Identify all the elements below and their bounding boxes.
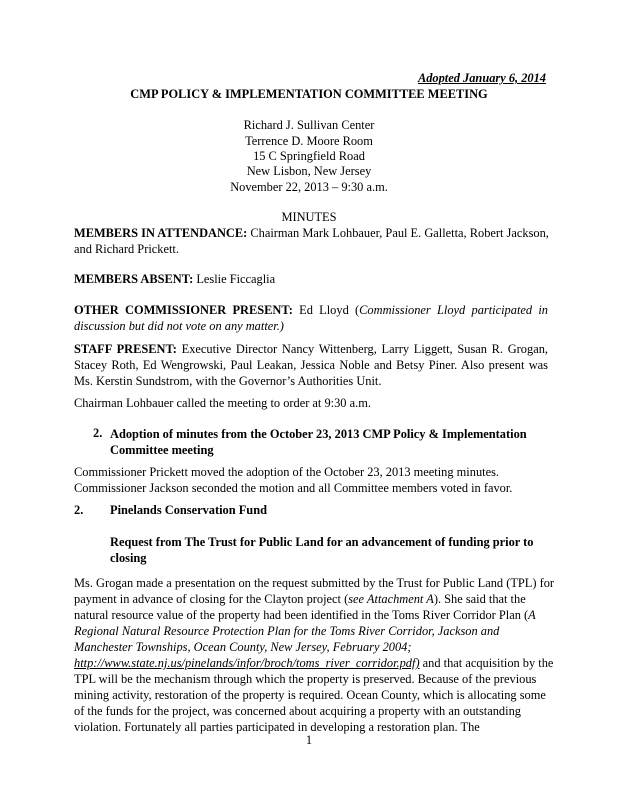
item-fund-subheading-2: closing bbox=[110, 551, 147, 565]
other-commissioner-section bbox=[74, 302, 548, 334]
location-line-2: Terrence D. Moore Room bbox=[245, 134, 373, 148]
staff-section bbox=[74, 341, 548, 389]
item-fund-heading: Pinelands Conservation Fund bbox=[110, 503, 267, 517]
item-fund-subheading-1: Request from The Trust for Public Land for an advancement of funding prior to bbox=[110, 535, 534, 549]
item-minutes-text-1: Commissioner Prickett moved the adoption of the October 23, 2013 meeting minutes. bbox=[74, 465, 499, 479]
location-line-4: New Lisbon, New Jersey bbox=[246, 164, 372, 178]
item-minutes-heading-2: Committee meeting bbox=[110, 443, 214, 457]
call-to-order-text: Chairman Lohbauer called the meeting to order at 9:30 a.m. bbox=[74, 396, 371, 410]
presentation-line-7: TPL will be the mechanism through which the property is preserved. Because of the previous bbox=[74, 672, 537, 686]
attachment-reference: see Attachment A bbox=[348, 592, 434, 606]
absent-text: Leslie Ficcaglia bbox=[193, 272, 276, 286]
page-number: 1 bbox=[305, 733, 313, 747]
call-to-order bbox=[74, 395, 548, 411]
presentation-line-4: Regional Natural Resource Protection Plan for the Toms River Corridor, Jackson and bbox=[74, 624, 500, 638]
item-minutes-text bbox=[74, 464, 548, 496]
meeting-date-time: November 22, 2013 – 9:30 a.m. bbox=[230, 180, 388, 194]
location-line-1: Richard J. Sullivan Center bbox=[243, 118, 375, 132]
minutes-heading: MINUTES bbox=[281, 210, 337, 224]
item-minutes-number: 2. bbox=[93, 426, 103, 440]
presentation-paragraph bbox=[74, 575, 555, 735]
other-commissioner-name: Ed Lloyd ( bbox=[292, 303, 360, 317]
item-minutes-heading-1: Adoption of minutes from the October 23, 2013 CMP Policy & Implementation bbox=[110, 427, 527, 441]
other-commissioner-label: OTHER COMMISSIONER PRESENT: bbox=[74, 303, 293, 317]
attendance-section bbox=[74, 225, 548, 257]
attendance-text-1: Chairman Mark Lohbauer, Paul E. Galletta, Robert Jackson, bbox=[247, 226, 549, 240]
presentation-line-3a: natural resource value of the property had been identified in the Toms River Corridor Plan ( bbox=[74, 608, 529, 622]
staff-label: STAFF PRESENT: bbox=[74, 342, 177, 356]
presentation-line-2c: ). She said that the bbox=[433, 592, 526, 606]
toms-river-plan-link[interactable]: http://www.state.nj.us/pinelands/infor/broch/toms_river_corridor.pdf) bbox=[74, 656, 420, 670]
item-minutes-heading bbox=[110, 426, 527, 458]
meeting-title: CMP POLICY & IMPLEMENTATION COMMITTEE MEETING bbox=[130, 87, 488, 101]
presentation-line-1: Ms. Grogan made a presentation on the request submitted by the Trust for Public Land (TPL) for bbox=[74, 576, 555, 590]
presentation-line-10: violation. Fortunately all parties participated in developing a restoration plan. The bbox=[74, 720, 480, 734]
presentation-line-3b: A bbox=[528, 608, 536, 622]
staff-text-1: Executive Director Nancy Wittenberg, Larry Liggett, Susan R. Grogan, bbox=[176, 342, 548, 356]
absent-section bbox=[74, 271, 548, 287]
adopted-date: Adopted January 6, 2014 bbox=[417, 71, 546, 85]
absent-label: MEMBERS ABSENT: bbox=[74, 272, 194, 286]
other-commissioner-note-1: Commissioner Lloyd participated in bbox=[359, 303, 548, 317]
presentation-line-8: mining activity, restoration of the property is required. Ocean County, which is allocating some bbox=[74, 688, 546, 702]
attendance-label: MEMBERS IN ATTENDANCE: bbox=[74, 226, 248, 240]
presentation-line-9: of the funds for the project, was concerned about acquiring a property with an outstanding bbox=[74, 704, 521, 718]
presentation-line-5: Manchester Townships, Ocean County, New Jersey, February 2004; bbox=[74, 640, 412, 654]
item-fund-number: 2. bbox=[74, 503, 84, 517]
item-minutes-text-2: Commissioner Jackson seconded the motion and all Committee members voted in favor. bbox=[74, 481, 513, 495]
item-fund-subheading bbox=[110, 534, 534, 566]
staff-text-3: Ms. Kerstin Sundstrom, with the Governor’s Authorities Unit. bbox=[74, 374, 382, 388]
attendance-text-2: and Richard Prickett. bbox=[74, 242, 179, 256]
presentation-line-2a: payment in advance of closing for the Clayton project ( bbox=[74, 592, 349, 606]
other-commissioner-note-2: discussion but did not vote on any matter.) bbox=[74, 319, 284, 333]
staff-text-2: Stacey Roth, Ed Wengrowski, Paul Leakan, Jessica Noble and Betsy Piner. Also present was bbox=[74, 358, 548, 372]
location-line-3: 15 C Springfield Road bbox=[253, 149, 365, 163]
presentation-line-6b: and that acquisition by the bbox=[419, 656, 554, 670]
